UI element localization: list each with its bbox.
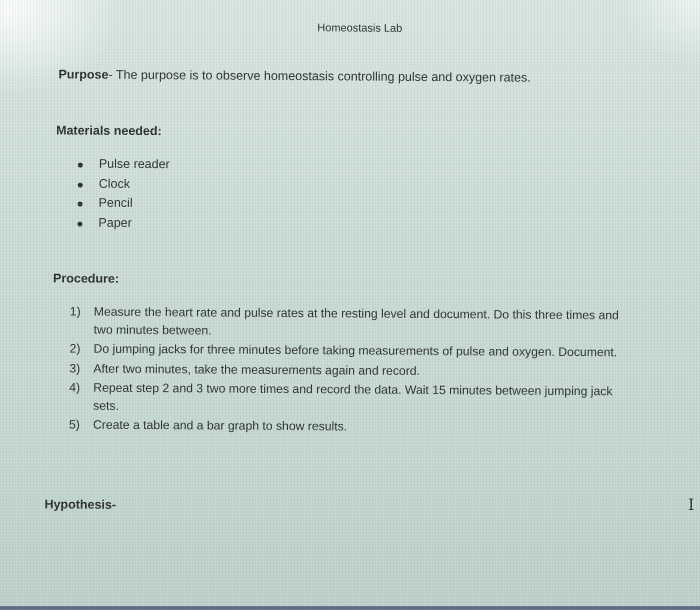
text-cursor-icon: I	[688, 495, 695, 514]
purpose-label: Purpose	[58, 67, 109, 82]
procedure-list	[69, 303, 625, 439]
step-text: Do jumping jacks for three minutes before taking measurements of pulse and oxygen. Document.	[93, 341, 618, 360]
hypothesis-heading[interactable]: Hypothesis-	[44, 497, 117, 512]
procedure-step	[70, 303, 625, 342]
purpose-line	[58, 67, 530, 84]
procedure-heading: Procedure:	[53, 271, 120, 286]
procedure-step	[69, 416, 624, 437]
step-number: 4)	[69, 380, 81, 395]
materials-item: Paper	[76, 213, 169, 233]
procedure-step	[69, 360, 624, 381]
step-number: 5)	[68, 417, 80, 432]
materials-item: Pencil	[77, 194, 170, 214]
materials-item: Clock	[77, 174, 170, 194]
purpose-text: - The purpose is to observe homeostasis controlling pulse and oxygen rates.	[108, 67, 531, 85]
step-text: Measure the heart rate and pulse rates at the resting level and document. Do this three times and two minutes between.	[93, 304, 619, 337]
step-text: After two minutes, take the measurements again and record.	[93, 361, 421, 378]
step-number: 1)	[69, 304, 81, 319]
materials-item: Pulse reader	[77, 155, 170, 175]
document-title: Homeostasis Lab	[317, 22, 403, 35]
step-text: Repeat step 2 and 3 two more times and record the data. Wait 15 minutes between jumping jack sets.	[93, 380, 613, 413]
step-number: 2)	[69, 341, 81, 356]
materials-heading: Materials needed:	[56, 123, 162, 139]
screen-bottom-edge	[0, 606, 700, 610]
procedure-step	[69, 379, 624, 418]
materials-list	[76, 155, 169, 234]
procedure-step	[70, 340, 625, 361]
step-number: 3)	[69, 360, 81, 376]
step-text: Create a table and a bar graph to show results.	[92, 417, 348, 434]
